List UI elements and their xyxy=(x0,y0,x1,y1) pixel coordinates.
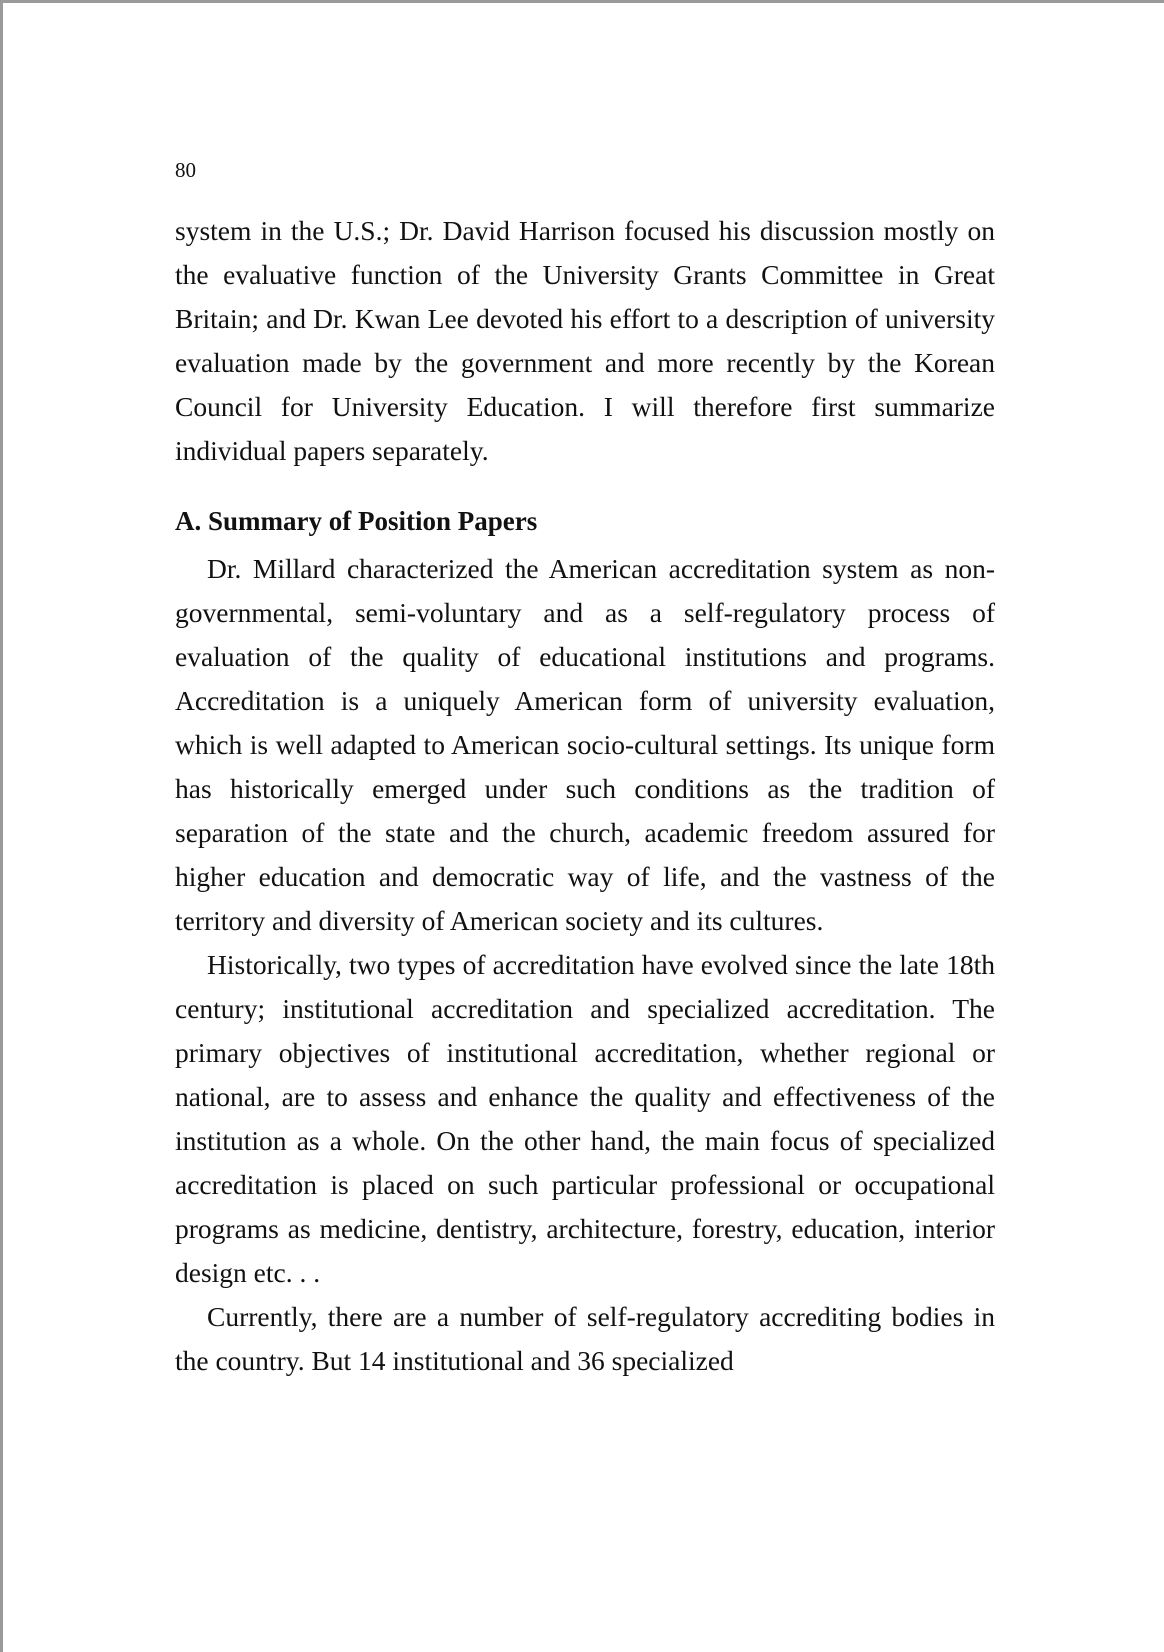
historically-paragraph: Historically, two types of accreditation have evolved since the late 18th century; institutional accreditation and specialized accreditation. The primary objectives of institutional accreditation, whether regional or national, are to assess and enhance the quality and effectiveness of the institution as a whole. On the other hand, the main focus of specialized accreditation is placed on such particular professional or occupational programs as medicine, dentistry, architecture, forestry, education, interior design etc. . . xyxy=(175,949,995,1288)
intro-paragraph: system in the U.S.; Dr. David Harrison focused his discussion mostly on the evaluative function of the University Grants Committee in Great Britain; and Dr. Kwan Lee devoted his effort to a description of university evaluation made by the government and more recently by the Korean Council for University Education. I will therefore first summarize individual papers separately. xyxy=(175,215,995,466)
millard-paragraph: Dr. Millard characterized the American accreditation system as non-governmental, semi-voluntary and as a self-regulatory process of evaluation of the quality of educational institutions and programs. Accreditation is a uniquely American form of university evaluation, which is well adapted to American socio-cultural settings. Its unique form has historically emerged under such conditions as the tradition of separation of the state and the church, academic freedom assured for higher education and democratic way of life, and the vastness of the territory and diversity of American society and its cultures. xyxy=(175,553,995,936)
page-content xyxy=(175,155,995,1383)
section-heading: A. Summary of Position Papers xyxy=(175,506,538,536)
currently-paragraph: Currently, there are a number of self-regulatory accrediting bodies in the country. But 14 institutional and 36 specialized xyxy=(175,1301,995,1376)
page-number: 80 xyxy=(175,158,196,182)
